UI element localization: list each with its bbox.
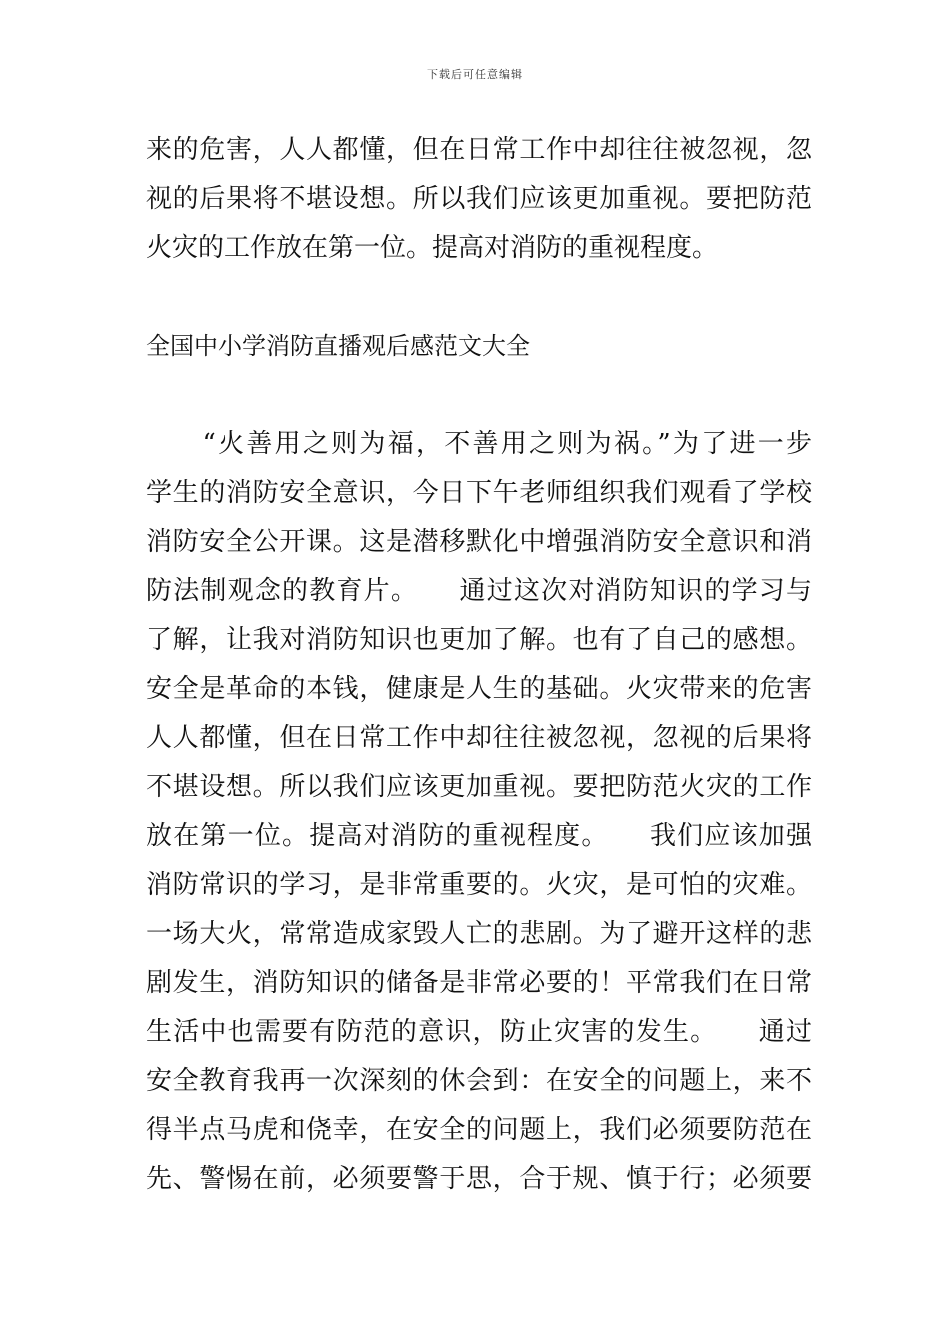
paragraph-line: 了解，让我对消防知识也更加了解。也有了自己的感想。: [146, 625, 812, 655]
paragraph-line: 剧发生，消防知识的储备是非常必要的！平常我们在日常: [146, 968, 812, 998]
paragraph-line: 安全教育我再一次深刻的休会到：在安全的问题上，来不: [146, 1066, 812, 1096]
paragraph-spacer: [146, 371, 812, 420]
paragraph-line: 火灾的工作放在第一位。提高对消防的重视程度。: [146, 233, 719, 263]
paragraph-line: 安全是革命的本钱，健康是人生的基础。火灾带来的危害: [146, 674, 812, 704]
paragraph-line: 得半点马虎和侥幸，在安全的问题上，我们必须要防范在: [146, 1115, 812, 1145]
paragraph-line: 学生的消防安全意识，今日下午老师组织我们观看了学校: [146, 478, 812, 508]
paragraph-line: 消防常识的学习，是非常重要的。火灾，是可怕的灾难。: [146, 870, 812, 900]
paragraph-line: 先、警惕在前，必须要警于思，合于规、慎于行；必须要: [146, 1164, 812, 1194]
page-header-note: 下载后可任意编辑: [427, 68, 523, 81]
paragraph-line: 人人都懂，但在日常工作中却往往被忽视，忽视的后果将: [146, 723, 812, 753]
paragraph-line: 生活中也需要有防范的意识，防止灾害的发生。 通过: [146, 1017, 812, 1047]
paragraph-line: 一场大火，常常造成家毁人亡的悲剧。为了避开这样的悲: [146, 919, 812, 949]
paragraph-line: 消防安全公开课。这是潜移默化中增强消防安全意识和消: [146, 527, 812, 557]
document-body: [146, 126, 812, 1204]
section-title: 全国中小学消防直播观后感范文大全: [146, 332, 530, 360]
paragraph-line: “火善用之则为福，不善用之则为祸。”为了进一步: [146, 429, 812, 459]
paragraph-line: 不堪设想。所以我们应该更加重视。要把防范火灾的工作: [146, 772, 812, 802]
paragraph-line: 来的危害，人人都懂，但在日常工作中却往往被忽视，忽: [146, 135, 812, 165]
paragraph-line: 放在第一位。提高对消防的重视程度。 我们应该加强: [146, 821, 812, 851]
paragraph-spacer: [146, 273, 812, 322]
paragraph-line: 防法制观念的教育片。 通过这次对消防知识的学习与: [146, 576, 812, 606]
paragraph-line: 视的后果将不堪设想。所以我们应该更加重视。要把防范: [146, 184, 812, 214]
